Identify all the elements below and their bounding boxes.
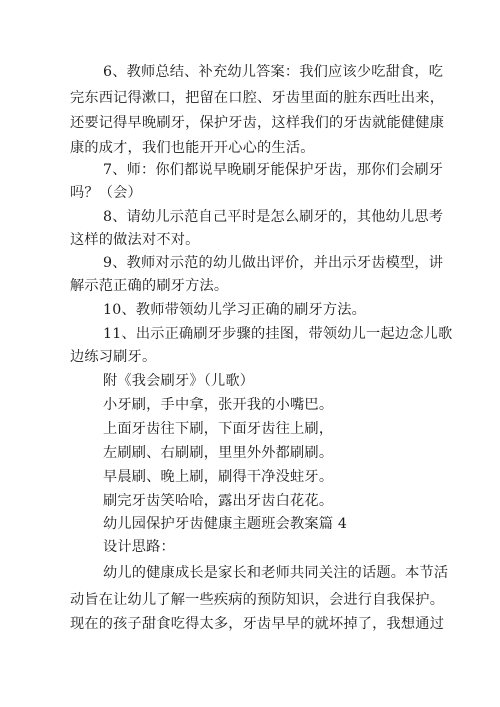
- text-line: 早晨刷、晚上刷，刷得干净没蛀牙。: [103, 469, 334, 485]
- text-line: 幼儿园保护牙齿健康主题班会教案篇 4: [103, 516, 348, 532]
- text-line: 上面牙齿往下刷，下面牙齿往上刷，: [103, 421, 334, 437]
- text-line: 附《我会刷牙》（儿歌）: [103, 373, 255, 389]
- text-line: 还要记得早晚刷牙，保护牙齿，这样我们的牙齿就能健健康: [70, 115, 445, 131]
- text-line: 设计思路：: [103, 539, 175, 555]
- text-line: 8、请幼儿示范自己平时是怎么刷牙的，其他幼儿思考: [103, 209, 444, 225]
- text-line: 这样的做法对不对。: [70, 232, 200, 248]
- text-line: 动旨在让幼儿了解一些疾病的预防知识，会进行自我保护。: [70, 592, 445, 608]
- text-line: 康的成才，我们也能开开心心的生活。: [70, 140, 315, 156]
- text-line: 7、师：你们都说早晚刷牙能保护牙齿，那你们会刷牙: [103, 162, 444, 178]
- text-line: 6、教师总结、补充幼儿答案：我们应该少吃甜食，吃: [103, 64, 444, 80]
- text-line: 吗？（会）: [70, 185, 142, 201]
- text-line: 刷完牙齿笑哈哈，露出牙齿白花花。: [103, 493, 334, 509]
- text-line: 边练习刷牙。: [70, 349, 157, 365]
- text-line: 10、教师带领幼儿学习正确的刷牙方法。: [103, 302, 367, 318]
- text-line: 解示范正确的刷牙方法。: [70, 278, 229, 294]
- text-line: 9、教师对示范的幼儿做出评价，并出示牙齿模型，讲: [103, 255, 444, 271]
- text-line: 小牙刷，手中拿，张开我的小嘴巴。: [103, 397, 334, 413]
- text-line: 11、出示正确刷牙步骤的挂图，带领幼儿一起边念儿歌: [103, 326, 453, 342]
- text-line: 完东西记得漱口，把留在口腔、牙齿里面的脏东西吐出来，: [70, 90, 445, 106]
- text-line: 左刷刷、右刷刷，里里外外都刷刷。: [103, 445, 334, 461]
- text-line: 幼儿的健康成长是家长和老师共同关注的话题。本节活: [103, 565, 449, 581]
- text-line: 现在的孩子甜食吃得太多，牙齿早早的就坏掉了，我想通过: [70, 616, 445, 632]
